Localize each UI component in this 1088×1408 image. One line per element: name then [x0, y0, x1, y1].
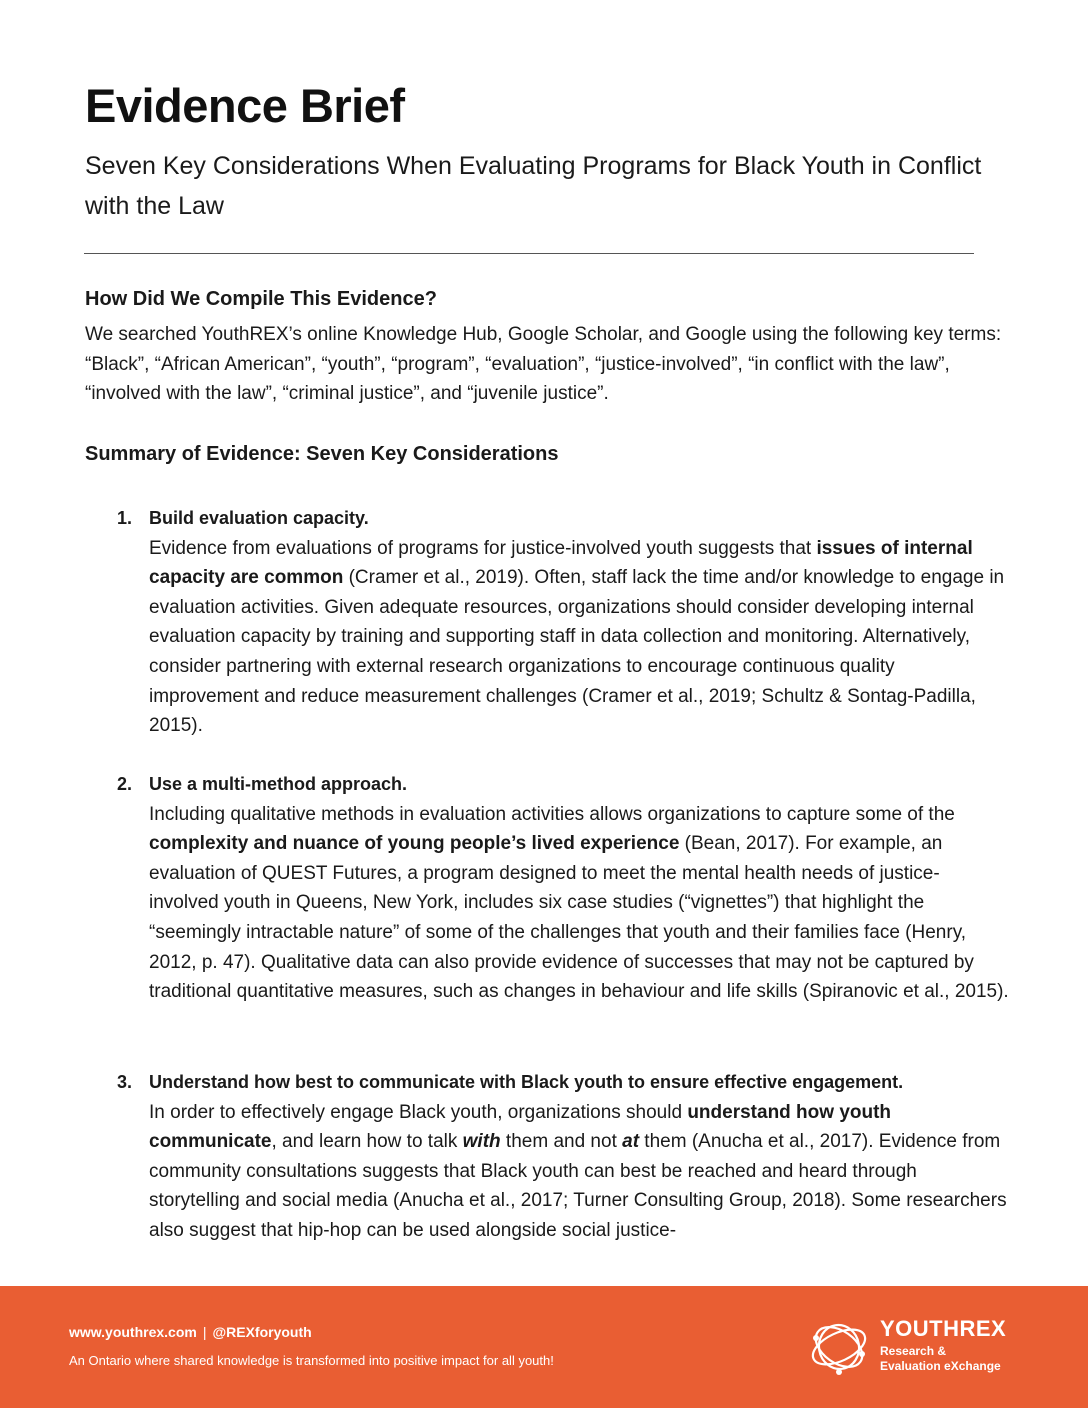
item-body-text: (Bean, 2017). For example, an evaluation of QUEST Futures, a program designed to meet the mental health needs of justice-involved youth in Queens, New York, includes six case studies (“vignettes”) that highlight the “seemingly intractable nature” of some of the challenges that youth and their families face (Henry, 2012, p. 47). Qualitative data can also provide evidence of successes that may not be captured by traditional quantitative measures, such as changes in behaviour and life skills (Spiranovic et al., 2015). — [149, 833, 1009, 1003]
footer-separator: | — [202, 1324, 207, 1340]
item-number: 1. — [117, 508, 133, 528]
page-title: Evidence Brief — [85, 79, 405, 132]
item-number: 3. — [117, 1072, 133, 1092]
logo-subtitle: Research & — [880, 1344, 947, 1358]
item-body-text: , and learn how to talk — [271, 1131, 463, 1153]
item-title: Understand how best to communicate with Black youth to ensure effective engagement. — [149, 1072, 904, 1092]
page-subtitle: Seven Key Considerations When Evaluating Programs for Black Youth in Conflict with the Law — [85, 152, 982, 220]
youthrex-logo — [806, 1314, 1026, 1384]
footer-banner — [0, 1286, 1088, 1408]
website-link[interactable]: www.youthrex.com — [69, 1324, 197, 1340]
item-body-emphasis: issues of internal capacity are common — [149, 537, 973, 589]
item-body — [149, 800, 1009, 1007]
item-number: 2. — [117, 774, 133, 794]
compile-body: We searched YouthREX’s online Knowledge Hub, Google Scholar, and Google using the following key terms: “Black”, “African American”, “youth”, “program”, “evaluation”, “justice-involved”, “in conflict with the law”, “involved with the law”, “criminal justice”, and “juvenile justice”. — [85, 324, 1002, 405]
item-body-emphasis: understand how youth communicate — [149, 1101, 892, 1153]
item-body-text: In order to effectively engage Black youth, organizations should — [149, 1101, 688, 1123]
item-body-text: them and not — [500, 1131, 623, 1153]
logo-subtitle: Evaluation eXchange — [880, 1359, 1001, 1373]
item-body-italic: with — [462, 1131, 501, 1153]
summary-heading: Summary of Evidence: Seven Key Considerations — [85, 443, 559, 465]
footer-links — [69, 1324, 312, 1340]
title-divider — [84, 253, 974, 254]
item-title: Use a multi-method approach. — [149, 774, 408, 794]
item-body-text: them (Anucha et al., 2017). Evidence from community consultations suggests that Black youth can best be reached and heard through storytelling and social media (Anucha et al., 2017; Turner Consulting Group, 2018). Some researchers also suggest that hip-hop can be used alongside social justice- — [149, 1131, 1007, 1241]
item-body-text: (Cramer et al., 2019). Often, staff lack the time and/or knowledge to engage in evaluation activities. Given adequate resources, organizations should consider developing internal evaluation capacity by training and supporting staff in data collection and monitoring. Alternatively, consider partnering with external research organizations to encourage continuous quality improvement and reduce measurement challenges (Cramer et al., 2019; Schultz & Sontag-Padilla, 2015). — [149, 567, 1005, 737]
footer-tagline: An Ontario where shared knowledge is transformed into positive impact for all youth! — [69, 1353, 554, 1368]
compile-heading: How Did We Compile This Evidence? — [85, 288, 437, 310]
item-body — [149, 1098, 1009, 1246]
social-handle-link[interactable]: @REXforyouth — [212, 1324, 312, 1340]
item-body-text: Including qualitative methods in evaluation activities allows organizations to capture some of the — [149, 803, 955, 825]
logo-name: YOUTHREX — [880, 1316, 1007, 1341]
item-body — [149, 534, 1009, 741]
logo-rings-icon — [806, 1314, 872, 1380]
item-title: Build evaluation capacity. — [149, 508, 369, 528]
item-body-italic: at — [622, 1131, 640, 1153]
item-body-emphasis: complexity and nuance of young people’s lived experience — [149, 833, 680, 855]
item-body-text: Evidence from evaluations of programs for justice-involved youth suggests that — [149, 537, 817, 559]
